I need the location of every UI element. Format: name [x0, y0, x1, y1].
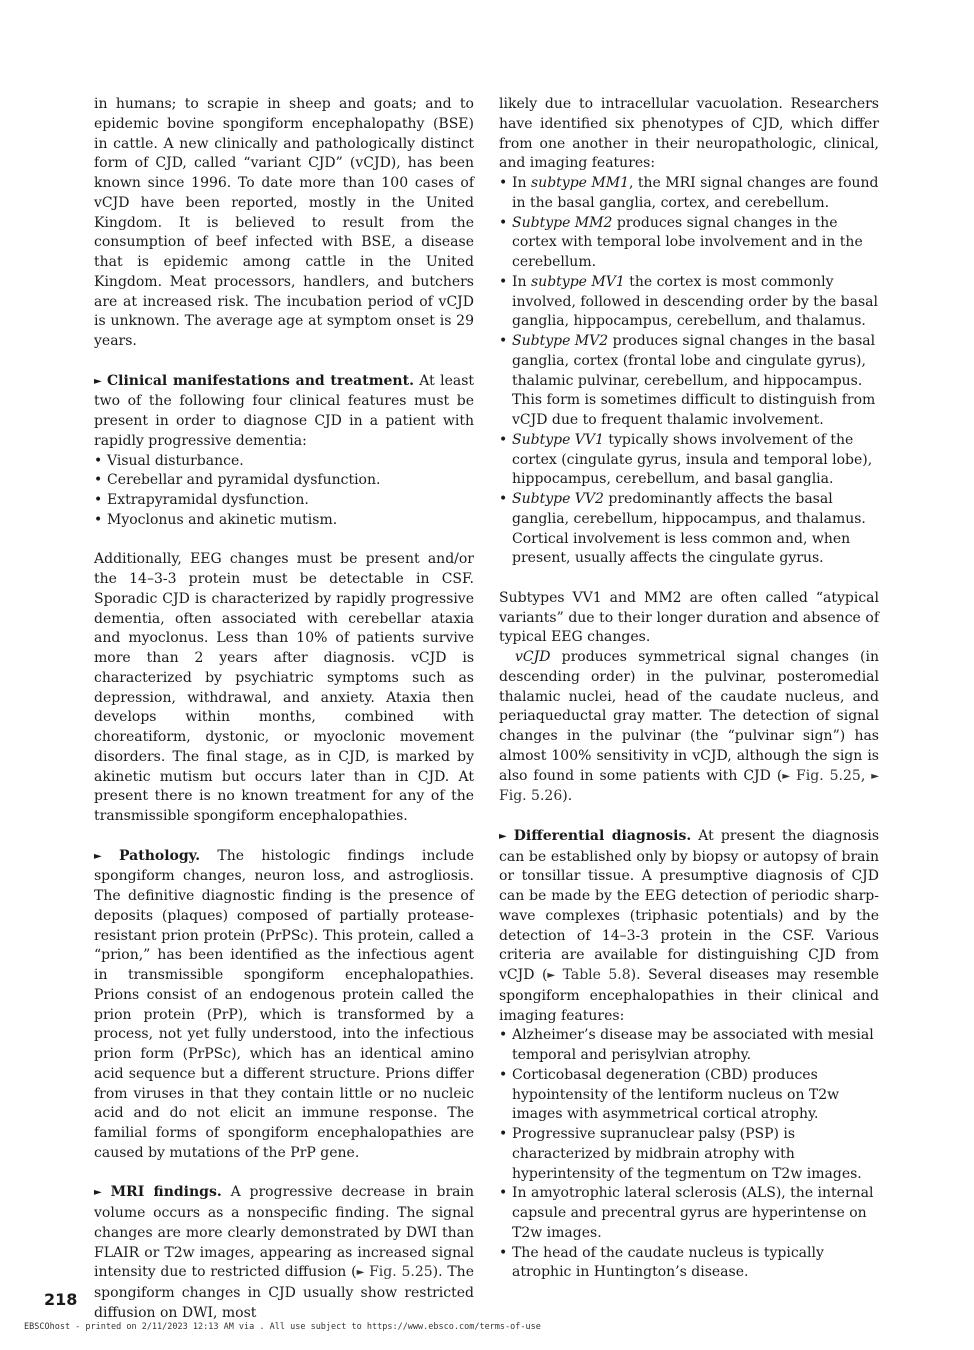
subtype-text: typically shows involvement of the cortex (cingulate gyrus, insula and temporal lobe), hippocampus, cerebellum, and basal ganglia.	[512, 431, 873, 488]
list-item: • Progressive supranuclear palsy (PSP) is characterized by midbrain atrophy with hyperintensity of the tegmentum on T2w images.	[499, 1125, 879, 1184]
subtype-text: the cortex is most commonly involved, followed in descending order by the basal ganglia, hippocampus, cerebellum, and thalamus.	[512, 273, 878, 330]
subtype-text: produces signal changes in the basal ganglia, cortex (frontal lobe and cingulate gyrus), thalamic pulvinar, cerebellum, and hippocampus. This form is sometimes difficult to distinguish from vCJD due to frequent thalamic involvement.	[512, 333, 876, 428]
intro-paragraph: in humans; to scrapie in sheep and goats; and to epidemic bovine spongiform encephalopathy (BSE) in cattle. A new clinically and pathologically distinct form of CJD, called “variant CJD” (vCJD), has been known since 1996. To date more than 100 cases of vCJD have been reported, mostly in the United Kingdom. It is believed to result from the consumption of beef infected with BSE, a disease that is epidemic among cattle in the United Kingdom. Meat processors, handlers, and butchers are at increased risk. The incubation period of vCJD is unknown. The average age at symptom onset is 29 years.	[94, 96, 474, 349]
subtype-prefix: In	[512, 175, 531, 191]
subtype-name: Subtype MM2	[512, 214, 613, 231]
list-item: • The head of the caudate nucleus is typically atrophic in Huntington’s disease.	[499, 1244, 879, 1284]
list-item: • In amyotrophic lateral sclerosis (ALS), the internal capsule and precentral gyrus are hyperintense on T2w images.	[499, 1184, 879, 1243]
footer-notice: EBSCOhost - printed on 2/11/2023 12:13 AM via . All use subject to https://www.ebsco.com/terms-of-use	[24, 1322, 541, 1332]
figure-link[interactable]: Fig. 5.25	[369, 1264, 433, 1281]
phenotypes-paragraph: likely due to intracellular vacuolation. Researchers have identified six phenotypes of CJD, which differ from one another in their neuropathologic, clinical, and imaging features:	[499, 96, 879, 172]
list-item	[499, 273, 879, 332]
differential-text: At present the diagnosis can be established only by biopsy or autopsy of brain or tonsillar tissue. A presumptive diagnosis of CJD can be made by the EEG detection of periodic sharp-wave complexes (triphasic potentials) and by the detection of 14–3-3 protein in the CSF. Various criteria are available for distinguishing CJD from vCJD (	[499, 827, 880, 983]
subtype-name: subtype MM1	[531, 175, 629, 191]
ref-arrow-icon: ►	[356, 1267, 365, 1279]
subtype-text: , the MRI signal changes are found in the basal ganglia, cortex, and cerebellum.	[512, 175, 879, 211]
differential-text-cont: ). Several diseases may resemble spongiform encephalopathies in their clinical and imaging features:	[499, 967, 879, 1024]
triangle-bullet-icon: ►	[94, 375, 102, 387]
page-number: 218	[44, 1290, 78, 1309]
triangle-bullet-icon: ►	[94, 850, 102, 862]
list-item: • Myoclonus and akinetic mutism.	[94, 511, 474, 531]
list-item	[499, 431, 879, 490]
ref-arrow-icon: ►	[782, 770, 791, 782]
ref-arrow-icon: ►	[547, 970, 556, 981]
list-item	[499, 332, 879, 431]
pathology-section	[94, 847, 474, 1164]
subtype-text: predominantly affects the basal ganglia, cerebellum, hippocampus, and thalamus. Cortical involvement is less common and, when present, usually affects the cingulate gyrus.	[512, 491, 866, 567]
ref-arrow-icon: ►	[871, 770, 879, 782]
subtype-name: Subtype VV2	[512, 491, 604, 507]
vcjd-term: vCJD	[515, 649, 551, 665]
list-item: • Cerebellar and pyramidal dysfunction.	[94, 471, 474, 491]
triangle-bullet-icon: ►	[94, 1187, 102, 1199]
subtype-name: Subtype VV1	[512, 431, 604, 448]
list-item: • Extrapyramidal dysfunction.	[94, 491, 474, 511]
list-item: • Corticobasal degeneration (CBD) produces hypointensity of the lentiform nucleus on T2w images with asymmetrical cortical atrophy.	[499, 1066, 879, 1125]
vcjd-paragraph: vCJD produces symmetrical signal changes (in descending order) in the pulvinar, posteromedial thalamic nuclei, head of the caudate nucleus, and periaqueductal gray matter. The detection of signal changes in the pulvinar (the “pulvinar sign”) has almost 100% sensitivity in vCJD, although the sign is also found in some patients with CJD (► Fig. 5.25, ► Fig. 5.26).	[499, 649, 879, 805]
subtype-list	[499, 174, 879, 569]
vcjd-text: produces symmetrical signal changes (in descending order) in the pulvinar, posteromedial thalamic nuclei, head of the caudate nucleus, and periaqueductal gray matter. The detection of signal changes in the pulvinar (the “pulvinar sign”) has almost 100% sensitivity in vCJD, although the sign is also found in some patients with CJD (	[499, 649, 879, 784]
right-column	[499, 95, 879, 1283]
subtype-name: Subtype MV2	[512, 333, 609, 349]
list-item	[499, 174, 879, 214]
atypical-paragraph: Subtypes VV1 and MM2 are often called “atypical variants” due to their longer duration and absence of typical EEG changes.	[499, 589, 879, 646]
mri-section	[94, 1183, 474, 1323]
clinical-section	[94, 372, 474, 452]
table-link[interactable]: Table 5.8	[562, 967, 631, 983]
mri-text-cont: ). The spongiform changes in CJD usually show restricted diffusion on DWI, most	[94, 1264, 474, 1321]
subtype-prefix: In	[512, 273, 531, 290]
figure-link[interactable]: Fig. 5.26	[499, 788, 563, 805]
additionally-paragraph: Additionally, EEG changes must be present and/or the 14–3-3 protein must be detectable in CSF. Sporadic CJD is characterized by rapidly progressive dementia, often associated with cerebellar ataxia and myoclonus. Less than 10% of patients survive more than 2 years after diagnosis. vCJD is characterized by psychiatric symptoms such as depression, withdrawal, and anxiety. Ataxia then develops within months, combined with choreatiform, dystonic, or myoclonic movement disorders. The final stage, as in CJD, is marked by akinetic mutism but occurs later than in CJD. At present there is no known treatment for any of the transmissible spongiform encephalopathies.	[94, 551, 474, 824]
clinical-list	[94, 452, 474, 531]
pathology-text: The histologic findings include spongiform changes, neuron loss, and astrogliosis. The definitive diagnostic finding is the presence of deposits (plaques) composed of partially protease-resistant prion protein (PrPSc). This protein, called a “prion,” has been identified as the infectious agent in transmissible spongiform encephalopathies. Prions consist of an endogenous protein called the prion protein (PrP), which is transformed by a process, not yet fully understood, into the infectious prion form (PrPSc), which has an identical amino acid sequence but a different structure. Prions differ from viruses in that they contain little or no nucleic acid and do not elicit an immune response. The familial forms of spongiform encephalopathies are caused by mutations of the PrP gene.	[94, 847, 474, 1161]
figure-link[interactable]: Fig. 5.25	[796, 767, 861, 784]
clinical-heading: Clinical manifestations and treatment.	[107, 372, 414, 389]
mri-heading: MRI findings.	[110, 1184, 222, 1201]
clinical-text: At least two of the following four clinical features must be present in order to diagnose CJD in a patient with rapidly progressive dementia:	[94, 372, 475, 449]
list-item	[499, 214, 879, 273]
list-item	[499, 490, 879, 569]
triangle-bullet-icon: ►	[499, 830, 507, 842]
subtype-name: subtype MV1	[531, 273, 625, 290]
mri-text: A progressive decrease in brain volume occurs as a nonspecific finding. The signal changes are more clearly demonstrated by DWI than FLAIR or T2w images, appearing as increased signal intensity due to restricted diffusion (	[94, 1184, 475, 1281]
left-column	[94, 95, 474, 1324]
differential-list	[499, 1026, 879, 1283]
subtype-text: produces signal changes in the cortex with temporal lobe involvement and in the cerebellum.	[512, 214, 863, 270]
differential-heading: Differential diagnosis.	[513, 827, 692, 844]
pathology-heading: Pathology.	[119, 847, 201, 864]
list-item: • Visual disturbance.	[94, 452, 474, 472]
list-item: • Alzheimer’s disease may be associated with mesial temporal and perisylvian atrophy.	[499, 1026, 879, 1066]
differential-section	[499, 827, 879, 1027]
